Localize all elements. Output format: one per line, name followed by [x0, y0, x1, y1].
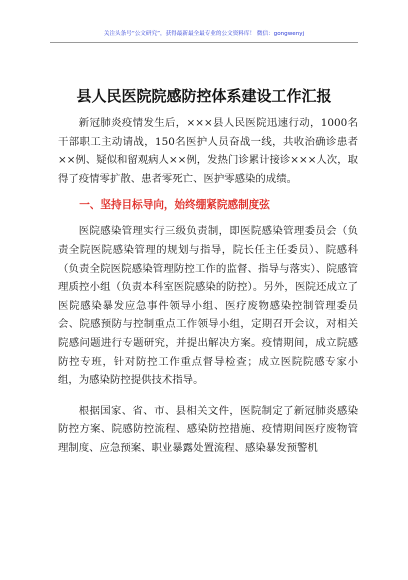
document-title: 县人民医院院感防控体系建设工作汇报 [76, 87, 332, 105]
section-1-paragraph-2: 根据国家、省、市、县相关文件，医院制定了新冠肺炎感染防控方案、院感防控流程、感染防控措施、疫情期间医疗废物管理制度、应急预案、职业暴露处置流程、感染暴发预警机 [58, 404, 358, 454]
intro-paragraph: 新冠肺炎疫情发生后，×××县人民医院迅速行动，1000名干部职工主动请战，150名医护人员奋战一线，共收治确诊患者××例、疑似和留观病人××例，发热门诊累计接诊×××人次，取得了疫情零扩散、患者零死亡、医护零感染的成绩。 [58, 117, 358, 185]
document-body [58, 114, 358, 470]
header-divider [50, 42, 358, 43]
section-1-paragraph-1: 医院感染管理实行三级负责制，即医院感染管理委员会（负责全院医院感染管理的规划与指导，院长任主任委员）、院感科（负责全院医院感染管理防控工作的监督、指导与落实）、院感管理质控小组（负责本科室医院感染的防控）。另外，医院还成立了医院感染暴发应急事件领导小组、医疗废物感染控制管理委员会、院感预防与控制重点工作领导小组，定期召开会议，对相关院感问题进行专题研究，并提出解决方案。疫情期间，成立院感防控专班，针对防控工作重点督导检查；成立医院院感专家小组，为感染防控提供技术指导。 [58, 225, 358, 387]
header-banner: 关注头条号“公文研究”，获得最新最全最专业的公文资料库！ 微信：gongwenyj [103, 31, 305, 37]
section-heading-1: 一、坚持目标导向，始终绷紧院感制度弦 [79, 199, 270, 212]
